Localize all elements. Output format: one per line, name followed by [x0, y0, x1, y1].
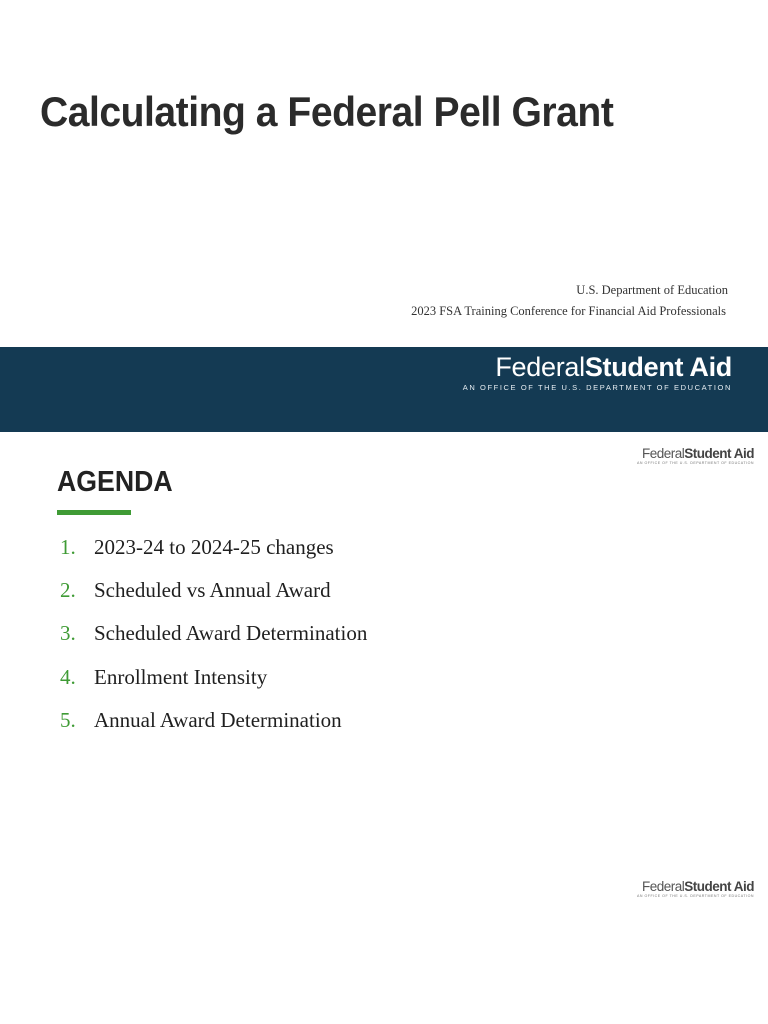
agenda-item-number: 2. — [60, 578, 76, 603]
logo-federal-text: Federal — [641, 446, 685, 461]
logo-student-aid-text: Student Aid — [684, 446, 754, 461]
agenda-heading: AGENDA — [57, 466, 173, 498]
agenda-item-number: 5. — [60, 707, 76, 732]
agenda-item — [60, 705, 367, 748]
federal-student-aid-logo — [463, 352, 732, 392]
agenda-list — [60, 532, 367, 748]
department-name: U.S. Department of Education — [576, 283, 728, 297]
heading-underline — [57, 510, 131, 515]
agenda-item-text: Enrollment Intensity — [94, 664, 268, 689]
logo-federal-text: Federal — [641, 879, 685, 894]
logo-student-aid-text: Student Aid — [584, 352, 732, 382]
logo-tagline: AN OFFICE OF THE U.S. DEPARTMENT OF EDUCATION — [636, 461, 754, 465]
federal-student-aid-logo-small — [637, 447, 754, 465]
logo-wordmark — [637, 447, 754, 461]
logo-wordmark — [637, 880, 754, 894]
agenda-item-text: Scheduled Award Determination — [94, 621, 368, 646]
agenda-item-text: Annual Award Determination — [94, 707, 342, 732]
federal-student-aid-logo-small — [637, 880, 754, 898]
title-banner — [0, 347, 768, 432]
agenda-item-number: 3. — [60, 621, 76, 646]
agenda-item — [60, 575, 367, 618]
agenda-item-number: 4. — [60, 664, 76, 689]
logo-student-aid-text: Student Aid — [684, 879, 754, 894]
conference-name: 2023 FSA Training Conference for Financial Aid Professionals — [411, 304, 726, 318]
logo-tagline: AN OFFICE OF THE U.S. DEPARTMENT OF EDUCATION — [636, 894, 754, 898]
logo-federal-text: Federal — [495, 352, 585, 382]
agenda-item — [60, 532, 367, 575]
logo-tagline: AN OFFICE OF THE U.S. DEPARTMENT OF EDUCATION — [462, 383, 732, 392]
agenda-item — [60, 662, 367, 705]
agenda-item-text: Scheduled vs Annual Award — [94, 578, 331, 603]
logo-wordmark — [463, 352, 732, 382]
agenda-item-text: 2023-24 to 2024-25 changes — [94, 535, 334, 559]
agenda-item — [60, 618, 367, 661]
agenda-item-number: 1. — [60, 535, 76, 559]
slide-title: Calculating a Federal Pell Grant — [40, 88, 614, 135]
